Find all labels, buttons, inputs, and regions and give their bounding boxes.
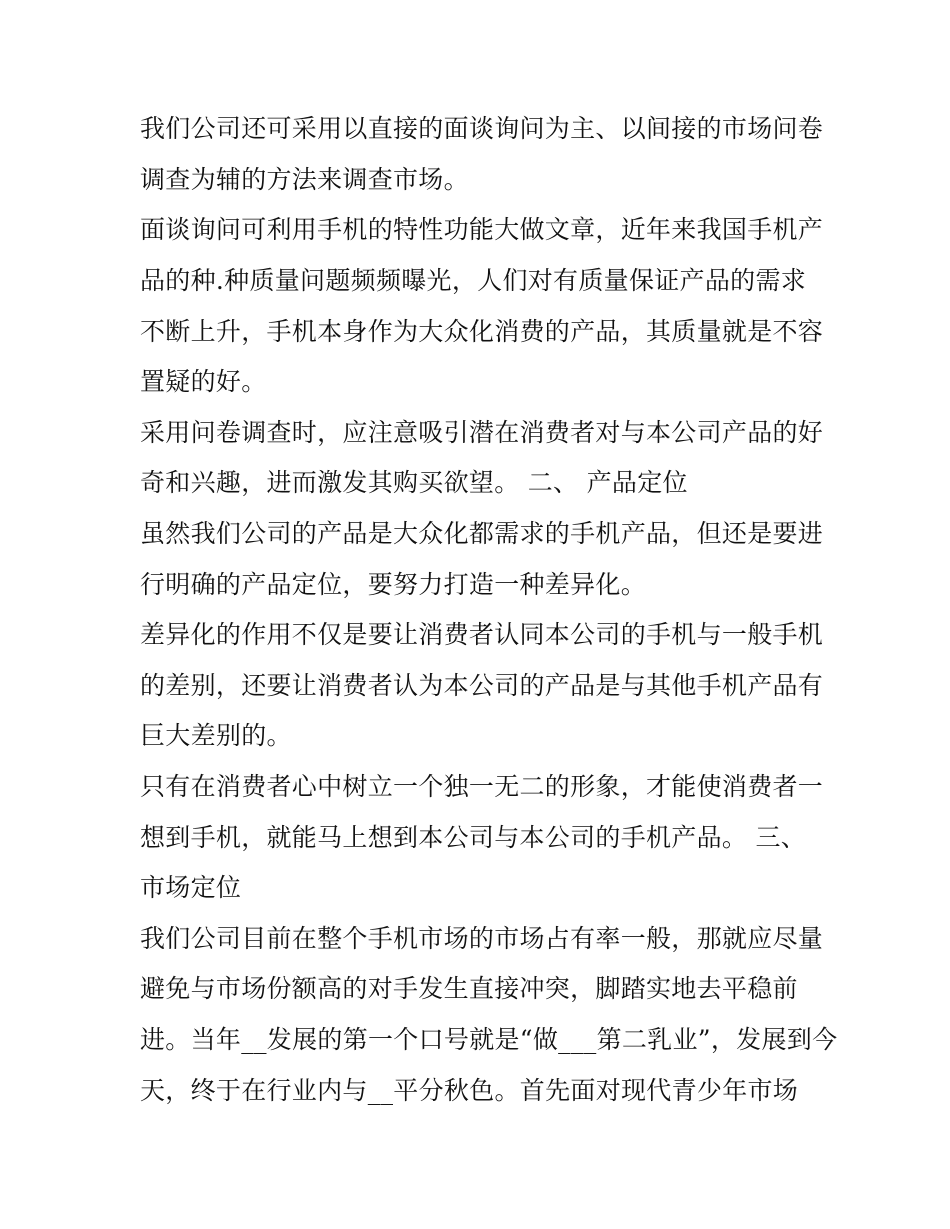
- text-line: 品的种.种质量问题频频曝光，人们对有质量保证产品的需求: [140, 266, 807, 295]
- text-line: 行明确的产品定位，要努力打造一种差异化。: [140, 570, 647, 599]
- text-line: 只有在消费者心中树立一个独一无二的形象，才能使消费者一: [140, 772, 824, 801]
- text-line: 避免与市场份额高的对手发生直接冲突，脚踏实地去平稳前: [140, 974, 798, 1003]
- text-line: 差异化的作用不仅是要让消费者认同本公司的手机与一般手机: [140, 620, 824, 649]
- text-line: 采用问卷调查时，应注意吸引潜在消费者对与本公司产品的好: [140, 418, 824, 447]
- text-line: 不断上升，手机本身作为大众化消费的产品，其质量就是不容: [140, 317, 824, 346]
- text-line: 巨大差别的。: [140, 721, 292, 750]
- text-line: 我们公司目前在整个手机市场的市场占有率一般，那就应尽量: [140, 924, 824, 953]
- text-line: 想到手机，就能马上想到本公司与本公司的手机产品。 三、: [140, 823, 807, 852]
- text-line: 奇和兴趣，进而激发其购买欲望。 二、 产品定位: [140, 468, 688, 497]
- text-line: 进。当年__发展的第一个口号就是“做___第二乳业”，发展到今: [140, 1025, 838, 1054]
- text-line: 虽然我们公司的产品是大众化都需求的手机产品，但还是要进: [140, 519, 824, 548]
- text-line: 天，终于在行业内与__平分秋色。首先面对现代青少年市场: [140, 1076, 799, 1105]
- text-line: 置疑的好。: [140, 367, 267, 396]
- text-line: 调查为辅的方法来调查市场。: [140, 165, 469, 194]
- text-line: 市场定位: [140, 873, 242, 902]
- text-line: 的差别，还要让消费者认为本公司的产品是与其他手机产品有: [140, 671, 824, 700]
- text-line: 面谈询问可利用手机的特性功能大做文章，近年来我国手机产: [140, 215, 824, 244]
- text-line: 我们公司还可采用以直接的面谈询问为主、以间接的市场问卷: [140, 114, 824, 143]
